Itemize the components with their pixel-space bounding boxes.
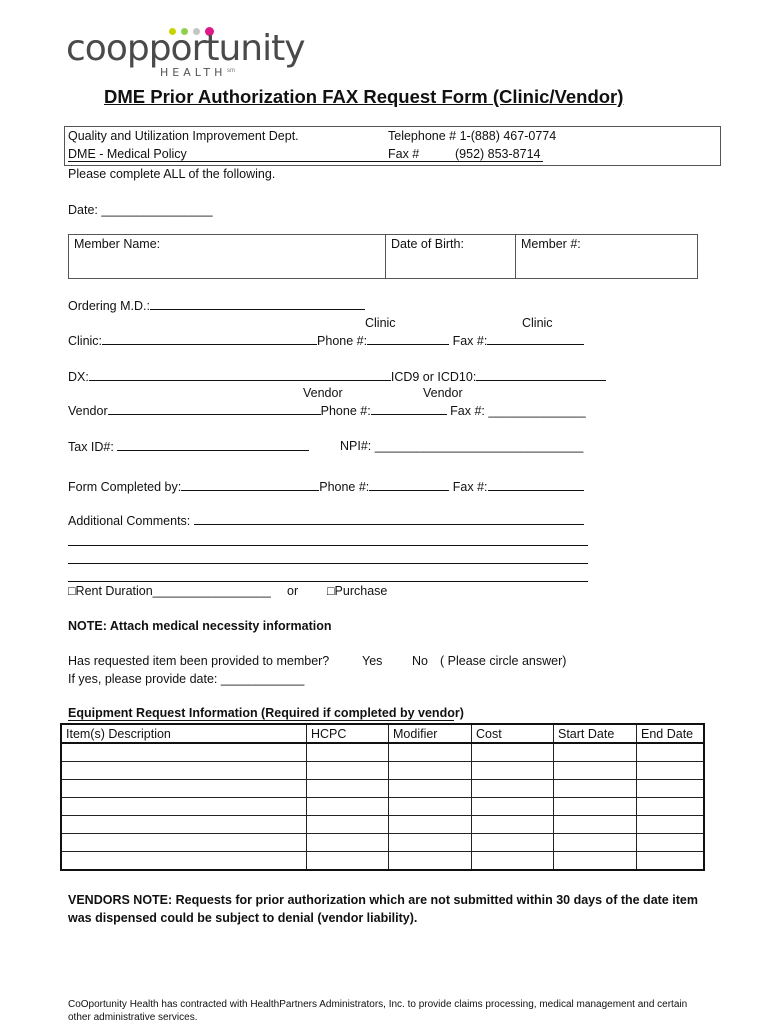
header-underline (68, 161, 388, 162)
dx-line[interactable] (68, 369, 606, 384)
vendor-phone-underline (371, 403, 447, 415)
table-cell[interactable] (472, 743, 554, 762)
provided-date-field[interactable]: If yes, please provide date: ____________ (68, 672, 305, 686)
ordering-md-line (150, 298, 365, 310)
table-cell[interactable] (389, 762, 472, 780)
comments-line[interactable] (68, 545, 588, 546)
table-cell[interactable] (389, 852, 472, 871)
table-cell[interactable] (307, 834, 389, 852)
footer-line2: other administrative services. (68, 1012, 198, 1023)
completed-fax-label: Fax #: (452, 480, 488, 494)
vendor-fax-caption: Vendor (423, 386, 463, 400)
clinic-line[interactable] (68, 333, 584, 348)
table-cell[interactable] (554, 762, 637, 780)
col-header-cost: Cost (472, 724, 554, 743)
col-header-hcpc: HCPC (307, 724, 389, 743)
clinic-fax-underline (487, 333, 584, 345)
table-row (61, 743, 704, 762)
comments-line[interactable] (68, 581, 588, 582)
dept-text: Quality and Utilization Improvement Dept. (68, 129, 299, 143)
table-cell[interactable] (554, 834, 637, 852)
table-cell[interactable] (61, 834, 307, 852)
table-cell[interactable] (61, 852, 307, 871)
vendors-note-line1: VENDORS NOTE: Requests for prior authorization which are not submitted within 30 days of the date item (68, 893, 698, 907)
table-cell[interactable] (472, 798, 554, 816)
table-header-row (61, 724, 704, 743)
note-text: NOTE: Attach medical necessity information (68, 619, 332, 633)
vendor-fax-label: Fax #: ______________ (450, 404, 586, 418)
table-row (61, 852, 704, 871)
table-cell[interactable] (307, 852, 389, 871)
page-title: DME Prior Authorization FAX Request Form (Clinic/Vendor) (104, 86, 624, 107)
table-cell[interactable] (61, 816, 307, 834)
dx-label: DX: (68, 370, 89, 384)
clinic-fax-caption: Clinic (522, 316, 553, 330)
ordering-md-field[interactable] (68, 298, 365, 313)
table-cell[interactable] (637, 743, 705, 762)
vendor-line[interactable] (68, 403, 586, 418)
or-text: or (287, 584, 299, 598)
vendors-note-line2: was dispensed could be subject to denial (vendor liability). (68, 911, 418, 925)
table-cell[interactable] (307, 762, 389, 780)
completed-by-line[interactable] (68, 479, 584, 494)
equipment-heading: Equipment Request Information (Required if completed by vendor) (68, 706, 464, 720)
clinic-phone-underline (367, 333, 449, 345)
vendor-underline (108, 403, 321, 415)
table-cell[interactable] (389, 743, 472, 762)
logo-name: coopportunity (66, 28, 305, 69)
clinic-phone-caption: Clinic (365, 316, 396, 330)
rent-option[interactable]: □Rent Duration_________________ (68, 584, 271, 598)
equipment-heading-underline (68, 720, 454, 721)
table-cell[interactable] (389, 798, 472, 816)
completed-phone-underline (369, 479, 449, 491)
comments-field[interactable] (68, 513, 584, 528)
fax-number: (952) 853-8714 (455, 147, 541, 161)
date-field[interactable]: Date: ________________ (68, 203, 213, 217)
table-cell[interactable] (472, 816, 554, 834)
equipment-table (60, 723, 705, 871)
logo-tm: sm (227, 68, 235, 74)
table-cell[interactable] (61, 743, 307, 762)
table-row (61, 798, 704, 816)
vendor-label: Vendor (68, 404, 108, 418)
clinic-label: Clinic: (68, 334, 103, 348)
table-cell[interactable] (554, 798, 637, 816)
table-cell[interactable] (307, 743, 389, 762)
table-row (61, 780, 704, 798)
tax-id-underline (117, 439, 309, 451)
table-cell[interactable] (554, 743, 637, 762)
clinic-fax-label: Fax #: (452, 334, 488, 348)
table-cell[interactable] (472, 852, 554, 871)
table-cell[interactable] (389, 816, 472, 834)
yes-option[interactable]: Yes (362, 654, 383, 668)
comments-line[interactable] (68, 563, 588, 564)
logo-tagline: HEALTH (160, 66, 227, 79)
circle-note: ( Please circle answer) (440, 654, 567, 668)
table-cell[interactable] (61, 798, 307, 816)
table-cell[interactable] (637, 762, 705, 780)
ordering-md-label: Ordering M.D.: (68, 299, 150, 313)
dob-field[interactable]: Date of Birth: (391, 237, 464, 251)
tax-id-label: Tax ID#: (68, 440, 114, 454)
table-cell[interactable] (307, 798, 389, 816)
table-cell[interactable] (472, 780, 554, 798)
instructions: Please complete ALL of the following. (68, 167, 276, 181)
table-cell[interactable] (389, 834, 472, 852)
col-header-end-date: End Date (637, 724, 705, 743)
clinic-underline (102, 333, 317, 345)
icd-underline (476, 369, 606, 381)
completed-phone-label: Phone #: (319, 480, 370, 494)
clinic-phone-label: Phone #: (317, 334, 368, 348)
col-header-modifier: Modifier (389, 724, 472, 743)
dx-underline (89, 369, 391, 381)
table-row (61, 762, 704, 780)
icd-label: ICD9 or ICD10: (390, 370, 477, 384)
col-header-description: Item(s) Description (61, 724, 307, 743)
telephone-text: Telephone # 1-(888) 467-0774 (388, 129, 557, 143)
policy-label: DME - Medical Policy (68, 147, 187, 161)
member-number-field[interactable]: Member #: (521, 237, 581, 251)
purchase-option[interactable]: □Purchase (327, 584, 388, 598)
member-divider (515, 234, 516, 278)
table-cell[interactable] (472, 834, 554, 852)
table-cell[interactable] (307, 780, 389, 798)
footer-line1: CoOportunity Health has contracted with HealthPartners Administrators, Inc. to provide claims processing, medical management and certain (68, 999, 688, 1010)
completed-by-underline (181, 479, 319, 491)
table-cell[interactable] (472, 762, 554, 780)
member-box (68, 234, 698, 279)
table-cell[interactable] (637, 798, 705, 816)
table-cell[interactable] (61, 762, 307, 780)
table-cell[interactable] (554, 852, 637, 871)
comments-underline (194, 513, 584, 525)
completed-by-label: Form Completed by: (68, 480, 182, 494)
provided-question: Has requested item been provided to member? (68, 654, 330, 668)
table-cell[interactable] (637, 816, 705, 834)
logo (66, 24, 305, 84)
fax-underline (388, 161, 543, 162)
table-cell[interactable] (389, 780, 472, 798)
col-header-start-date: Start Date (554, 724, 637, 743)
table-cell[interactable] (554, 816, 637, 834)
member-divider (385, 234, 386, 278)
table-cell[interactable] (637, 834, 705, 852)
table-cell[interactable] (637, 780, 705, 798)
comments-label: Additional Comments: (68, 514, 194, 528)
fax-label: Fax # (388, 147, 420, 161)
table-cell[interactable] (307, 816, 389, 834)
completed-fax-underline (488, 479, 584, 491)
vendor-phone-label: Phone #: (320, 404, 371, 418)
table-cell[interactable] (554, 780, 637, 798)
tax-id-field[interactable] (68, 439, 309, 454)
vendor-phone-caption: Vendor (303, 386, 343, 400)
table-cell[interactable] (61, 780, 307, 798)
table-row (61, 816, 704, 834)
policy-text (68, 147, 187, 161)
npi-field[interactable]: NPI#: ______________________________ (340, 439, 584, 453)
table-cell[interactable] (637, 852, 705, 871)
member-name-field[interactable]: Member Name: (74, 237, 161, 251)
table-row (61, 834, 704, 852)
no-option[interactable]: No (412, 654, 428, 668)
